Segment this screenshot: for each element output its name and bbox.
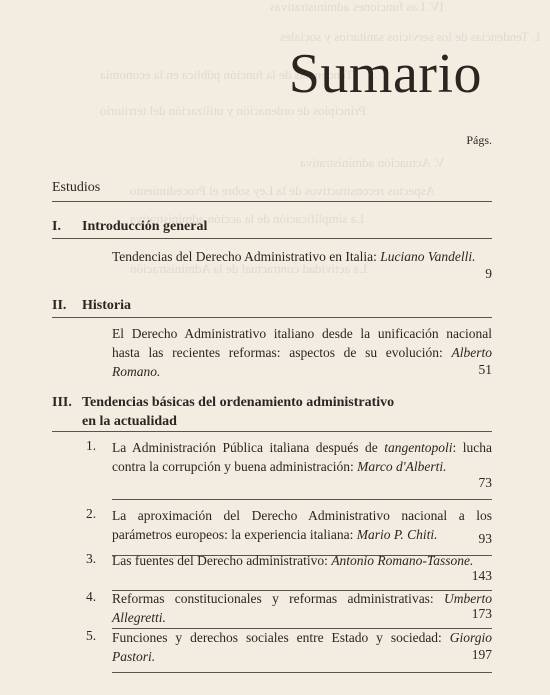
entry-text: Las fuentes del Derecho administrativo:	[112, 553, 332, 568]
entry-author: Marco d'Alberti.	[357, 459, 447, 474]
divider	[52, 238, 492, 239]
toc-entry	[112, 551, 492, 570]
toc-entry	[112, 324, 492, 381]
entry-page-number: 9	[485, 266, 492, 281]
entry-author: Luciano Vandelli.	[380, 249, 476, 264]
entry-italic-term: tangentopoli	[384, 440, 453, 455]
toc-entry	[112, 628, 492, 666]
toc-entry	[112, 247, 492, 266]
section-title-cont: en la actualidad	[82, 414, 177, 429]
section-heading-ii	[52, 298, 131, 314]
divider	[52, 431, 492, 432]
entry-number: 4.	[86, 589, 97, 604]
pages-column-label: Págs.	[466, 133, 492, 147]
entry-number: 3.	[86, 551, 97, 566]
section-title: Historia	[82, 298, 131, 313]
entry-author: Antonio Romano-Tassone.	[331, 553, 474, 568]
entry-number: 5.	[86, 628, 97, 643]
divider	[112, 672, 492, 673]
toc-entry	[112, 438, 492, 476]
toc-entry	[112, 506, 492, 544]
toc-entry	[112, 589, 492, 627]
entry-number: 1.	[86, 438, 97, 453]
section-title: Tendencias básicas del ordenamiento administrativo	[82, 395, 395, 410]
entry-page-number: 197	[471, 647, 492, 662]
entry-text: La aproximación del Derecho Administrativo nacional a los parámetros europeos: la experiencia italiana:	[112, 508, 492, 542]
section-heading-i	[52, 219, 207, 235]
bleed-through-text: IV. Las funciones administrativas 1. Tendencias de los servicios sanitarios y sociales Tendencias de la función pública en la economía Principios de ordenación y utilización del territorio V. Actuación administrativa Aspectos reconstructivos de la Ley sobre el Procedimiento La simplificación de la acción administrativa La actividad contractual de la Administración	[100, 0, 542, 276]
entry-page-number: 51	[478, 362, 492, 377]
divider	[52, 317, 492, 318]
entry-number: 2.	[86, 506, 97, 521]
entry-page-number: 143	[471, 568, 492, 583]
section-numeral: I.	[52, 219, 61, 234]
entry-text: El Derecho Administrativo italiano desde la unificación nacional hasta las recientes reformas: aspectos de su evolución:	[112, 326, 492, 360]
divider	[112, 499, 492, 500]
divider	[52, 201, 492, 202]
entry-text: : lucha contra la corrupción y buena administración:	[112, 440, 492, 474]
entry-author: Umberto Allegretti.	[112, 591, 492, 625]
entry-page-number: 73	[478, 475, 492, 490]
entry-page-number: 173	[471, 606, 492, 621]
entry-author: Alberto Romano.	[112, 345, 492, 379]
entry-text: Funciones y derechos sociales entre Estado y sociedad:	[112, 630, 450, 645]
entry-page-number: 93	[478, 531, 492, 546]
section-numeral: II.	[52, 298, 67, 313]
section-numeral: III.	[52, 395, 72, 410]
entry-author: Mario P. Chiti.	[356, 527, 438, 542]
section-title: Introducción general	[82, 219, 208, 234]
entry-text: La Administración Pública italiana después de	[112, 440, 385, 455]
section-heading-iii	[52, 393, 394, 431]
entry-text: Tendencias del Derecho Administrativo en Italia:	[112, 249, 381, 264]
entry-text: Reformas constitucionales y reformas administrativas:	[112, 591, 444, 606]
entry-author: Giorgio Pastori.	[112, 630, 492, 664]
page-title: Sumario	[288, 43, 482, 105]
estudios-label: Estudios	[52, 180, 101, 195]
